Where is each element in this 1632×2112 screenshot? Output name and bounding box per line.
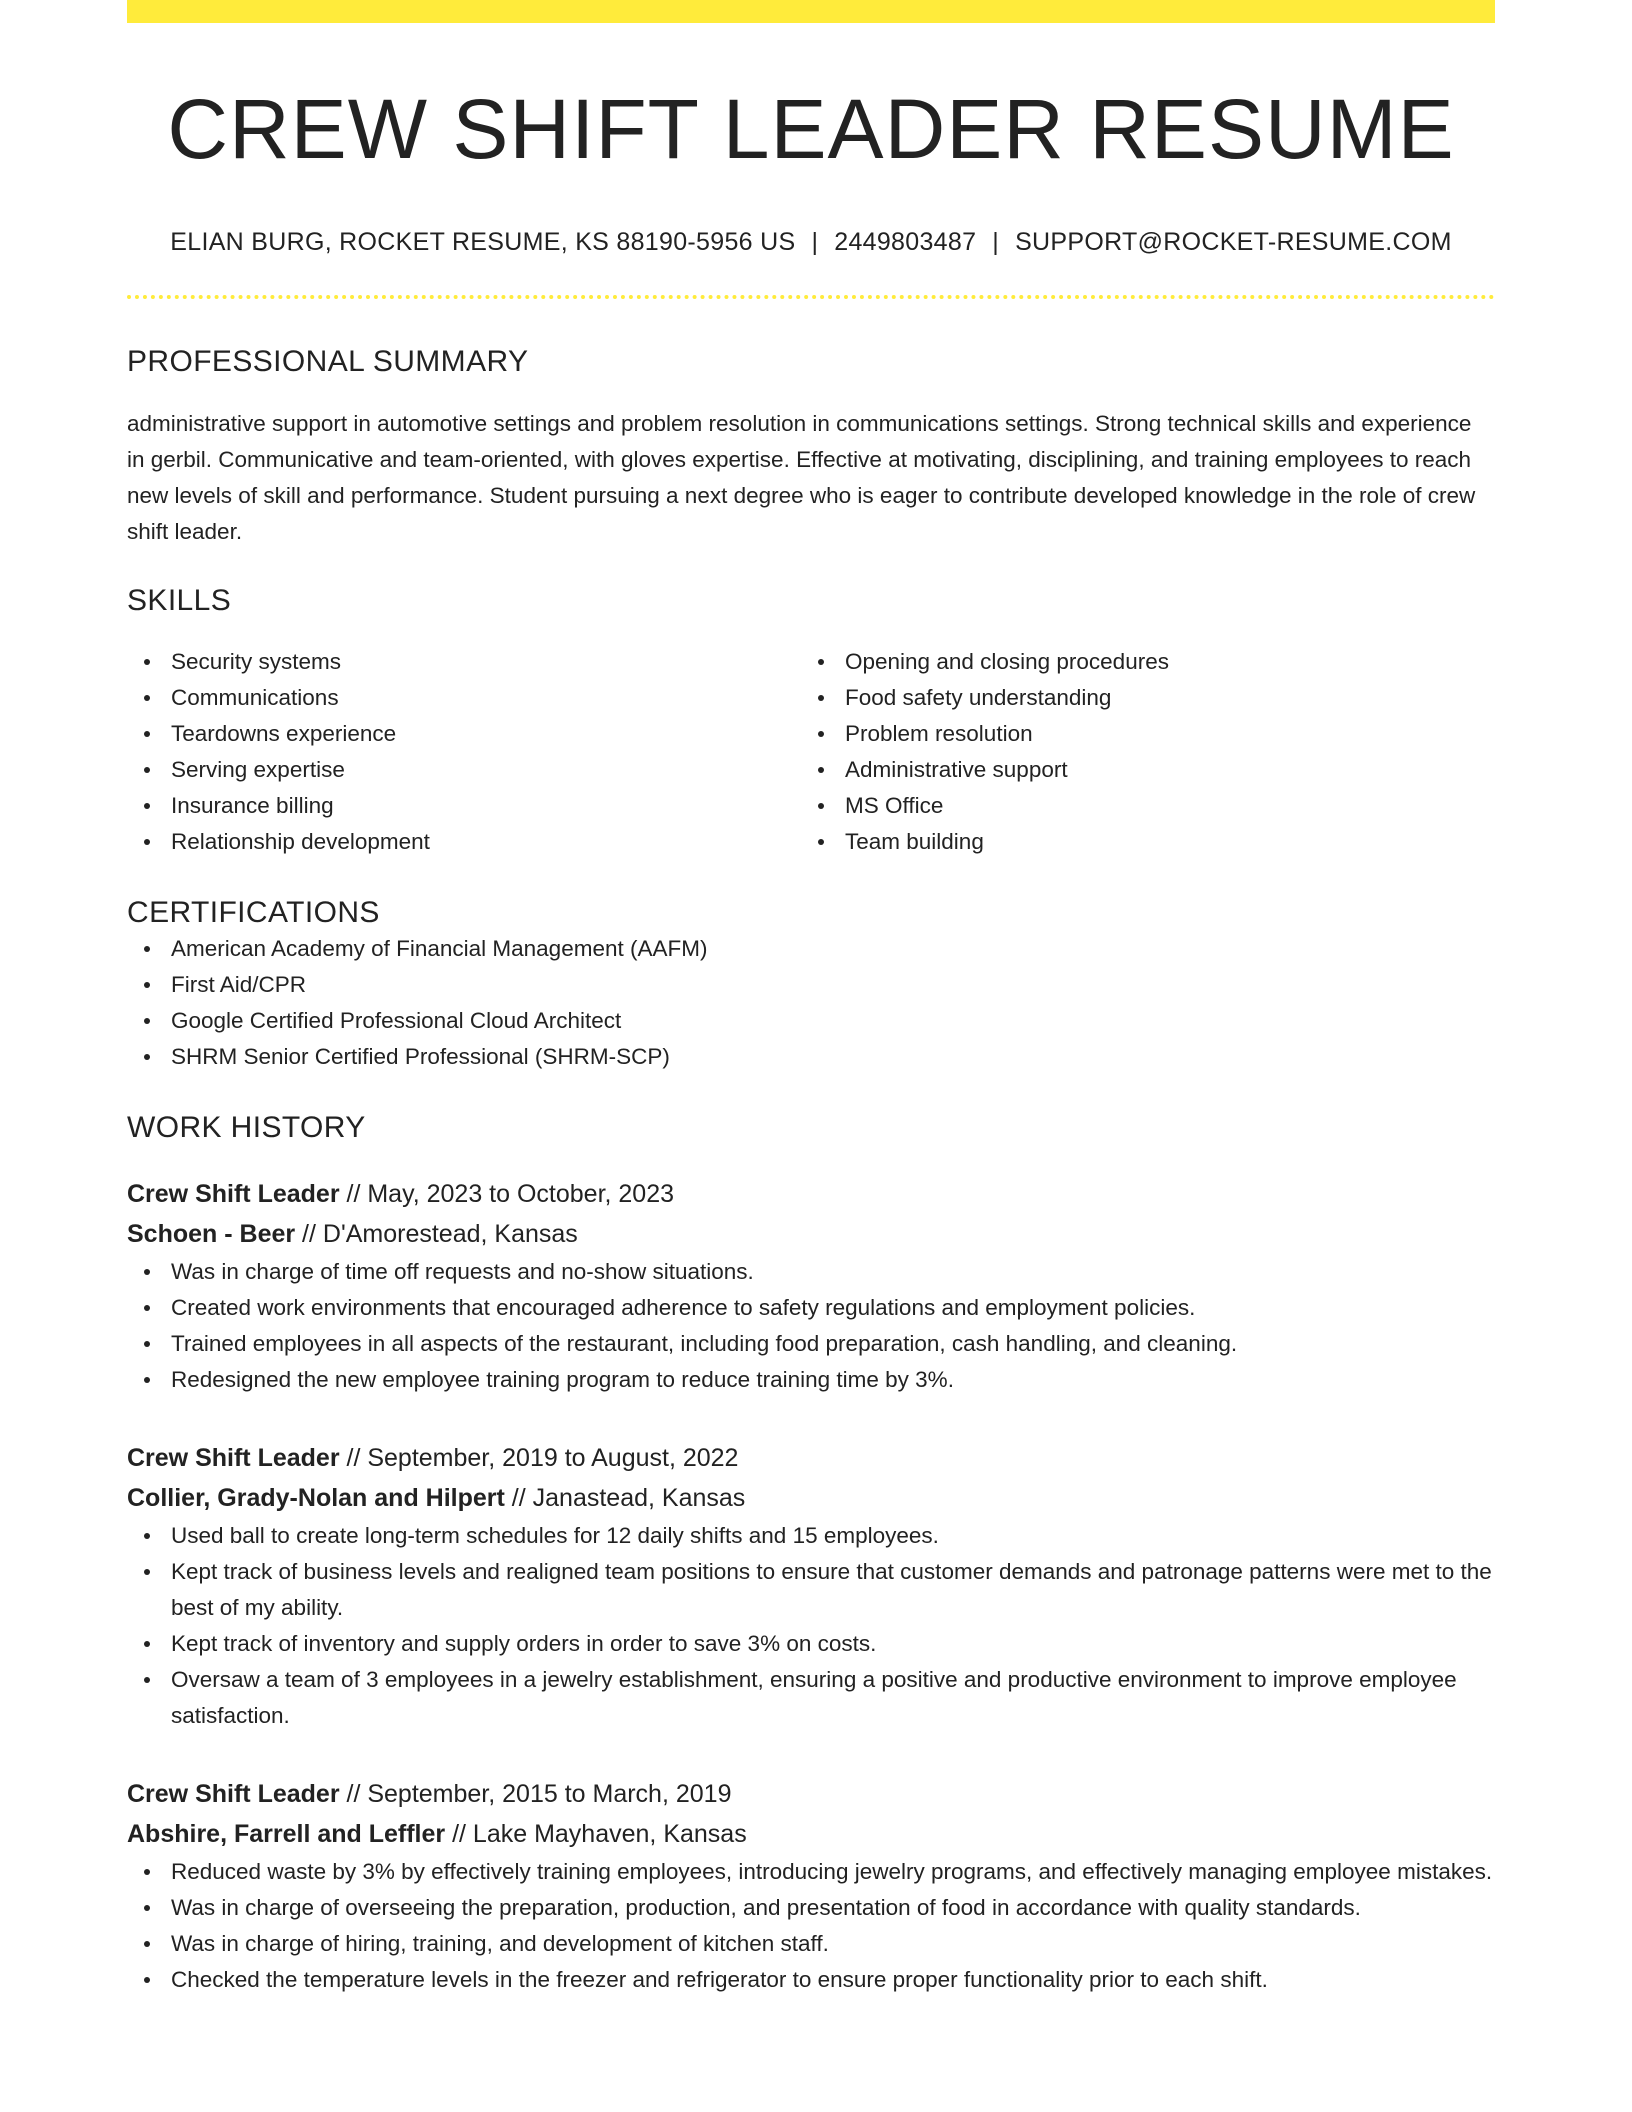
skill-item: Serving expertise — [127, 752, 801, 788]
skills-grid — [127, 644, 1495, 860]
job-bullet: Used ball to create long-term schedules for 12 daily shifts and 15 employees. — [127, 1518, 1495, 1554]
job-bullet: Oversaw a team of 3 employees in a jewelry establishment, ensuring a positive and productive environment to improve employee satisfaction. — [127, 1662, 1495, 1734]
certifications-list — [127, 931, 1495, 1075]
skill-item: Teardowns experience — [127, 716, 801, 752]
skill-item: Insurance billing — [127, 788, 801, 824]
summary-heading: PROFESSIONAL SUMMARY — [127, 345, 529, 379]
job-bullet: Kept track of inventory and supply orders in order to save 3% on costs. — [127, 1626, 1495, 1662]
job-location: // Lake Mayhaven, Kansas — [445, 1820, 747, 1849]
job-location: // Janastead, Kansas — [504, 1484, 746, 1513]
job-company-line — [127, 1214, 1495, 1254]
job-bullet: Was in charge of time off requests and no-show situations. — [127, 1254, 1495, 1290]
job-entry — [127, 1774, 1495, 1998]
contact-separator: | — [811, 228, 819, 257]
job-company: Schoen - Beer — [127, 1220, 296, 1249]
job-bullets — [127, 1518, 1495, 1734]
job-bullet: Reduced waste by 3% by effectively training employees, introducing jewelry programs, and effectively managing employee mistakes. — [127, 1854, 1495, 1890]
summary-text: administrative support in automotive settings and problem resolution in communications settings. Strong technical skills and experience in gerbil. Communicative and team-oriented, with gloves expertise. Effective at motivating, disciplining, and training employees to reach new levels of skill and performance. Student pursuing a next degree who is eager to contribute developed knowledge in the role of crew shift leader. — [127, 411, 1476, 545]
skills-list-right — [801, 644, 1475, 860]
certifications-heading: CERTIFICATIONS — [127, 896, 380, 930]
skills-heading: SKILLS — [127, 584, 232, 618]
job-title-line — [127, 1774, 1495, 1814]
skills-column-right — [801, 644, 1475, 860]
job-bullets — [127, 1254, 1495, 1398]
contact-phone[interactable]: 2449803487 — [834, 228, 977, 257]
job-entry — [127, 1174, 1495, 1398]
job-bullet: Checked the temperature levels in the freezer and refrigerator to ensure proper functionality prior to each shift. — [127, 1962, 1495, 1998]
job-dates: // September, 2019 to August, 2022 — [339, 1444, 739, 1473]
certification-item: First Aid/CPR — [127, 967, 1495, 1003]
job-company: Collier, Grady-Nolan and Hilpert — [127, 1484, 505, 1513]
skill-item: Security systems — [127, 644, 801, 680]
resume-page — [127, 0, 1495, 1998]
contact-separator: | — [992, 228, 1000, 257]
job-entry — [127, 1438, 1495, 1734]
skill-item: Team building — [801, 824, 1475, 860]
contact-address: ELIAN BURG, ROCKET RESUME, KS 88190-5956 US — [170, 228, 796, 257]
job-title-line — [127, 1438, 1495, 1478]
job-location: // D'Amorestead, Kansas — [295, 1220, 578, 1249]
certification-item: SHRM Senior Certified Professional (SHRM-SCP) — [127, 1039, 1495, 1075]
job-title: Crew Shift Leader — [127, 1180, 340, 1209]
skills-list-left — [127, 644, 801, 860]
work-history-heading: WORK HISTORY — [127, 1111, 366, 1145]
job-bullet: Kept track of business levels and realigned team positions to ensure that customer demands and patronage patterns were met to the best of my ability. — [127, 1554, 1495, 1626]
certification-item: Google Certified Professional Cloud Architect — [127, 1003, 1495, 1039]
job-bullet: Trained employees in all aspects of the restaurant, including food preparation, cash handling, and cleaning. — [127, 1326, 1495, 1362]
skill-item: MS Office — [801, 788, 1475, 824]
skill-item: Administrative support — [801, 752, 1475, 788]
skill-item: Food safety understanding — [801, 680, 1475, 716]
job-title: Crew Shift Leader — [127, 1780, 340, 1809]
job-company-line — [127, 1478, 1495, 1518]
skill-item: Problem resolution — [801, 716, 1475, 752]
job-bullet: Created work environments that encouraged adherence to safety regulations and employment policies. — [127, 1290, 1495, 1326]
job-bullet: Was in charge of hiring, training, and development of kitchen staff. — [127, 1926, 1495, 1962]
job-title: Crew Shift Leader — [127, 1444, 340, 1473]
skills-column-left — [127, 644, 801, 860]
job-dates: // September, 2015 to March, 2019 — [339, 1780, 732, 1809]
job-bullet: Was in charge of overseeing the preparation, production, and presentation of food in accordance with quality standards. — [127, 1890, 1495, 1926]
job-company-line — [127, 1814, 1495, 1854]
job-title-line — [127, 1174, 1495, 1214]
job-company: Abshire, Farrell and Leffler — [127, 1820, 446, 1849]
resume-title: CREW SHIFT LEADER RESUME — [167, 82, 1455, 176]
skill-item: Communications — [127, 680, 801, 716]
job-bullet: Redesigned the new employee training program to reduce training time by 3%. — [127, 1362, 1495, 1398]
skill-item: Opening and closing procedures — [801, 644, 1475, 680]
contact-line — [127, 227, 1495, 257]
contact-email[interactable]: SUPPORT@ROCKET-RESUME.COM — [1015, 228, 1452, 257]
job-dates: // May, 2023 to October, 2023 — [339, 1180, 675, 1209]
job-bullets — [127, 1854, 1495, 1998]
accent-top-bar — [127, 0, 1495, 23]
skill-item: Relationship development — [127, 824, 801, 860]
dotted-divider — [127, 295, 1495, 299]
certification-item: American Academy of Financial Management (AAFM) — [127, 931, 1495, 967]
